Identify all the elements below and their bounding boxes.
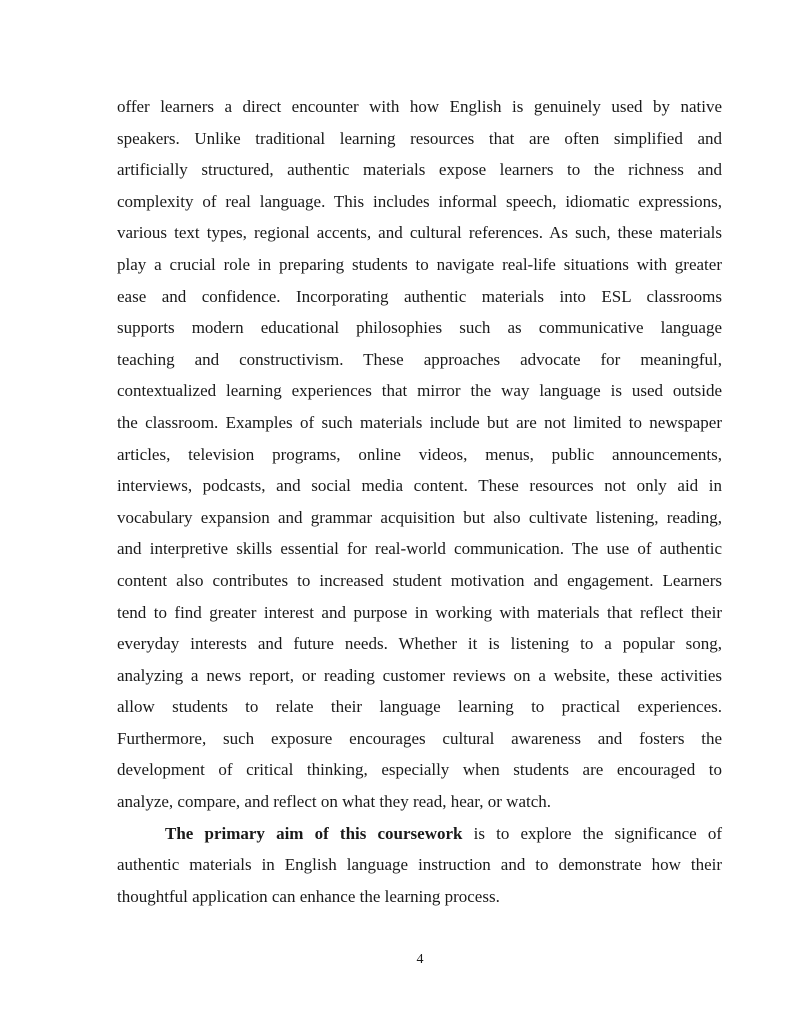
paragraph-line: offer learners a direct encounter with how English is genuinely used by native: [117, 97, 722, 116]
paragraph-line: analyze, compare, and reflect on what they read, hear, or watch.: [117, 792, 552, 812]
paragraph-line: development of critical thinking, especially when students are encouraged to: [117, 760, 722, 780]
lead-line-rest: is to explore the significance of: [462, 823, 722, 843]
paragraph-line: Furthermore, such exposure encourages cultural awareness and fosters the: [117, 728, 722, 748]
paragraph-line: content also contributes to increased student motivation and engagement. Learners: [117, 570, 722, 590]
paragraph-2: [117, 818, 722, 913]
paragraph-line: everyday interests and future needs. Whether it is listening to a popular song,: [117, 634, 722, 654]
paragraph-line: the classroom. Examples of such materials include but are not limited to newspaper: [117, 412, 722, 432]
paragraph-1: [117, 91, 722, 818]
paragraph-line: artificially structured, authentic materials expose learners to the richness and: [117, 160, 722, 180]
paragraph-line: allow students to relate their language learning to practical experiences.: [117, 697, 722, 717]
paragraph-line: thoughtful application can enhance the learning process.: [117, 886, 500, 906]
paragraph-line: contextualized learning experiences that mirror the way language is used outside: [117, 381, 722, 401]
paragraph-line: ease and confidence. Incorporating authentic materials into ESL classrooms: [117, 286, 722, 306]
paragraph-line: complexity of real language. This includes informal speech, idiomatic expressions,: [117, 191, 722, 211]
paragraph-line: authentic materials in English language instruction and to demonstrate how their: [117, 855, 722, 875]
paragraph-line: articles, television programs, online videos, menus, public announcements,: [117, 444, 722, 464]
paragraph-line: vocabulary expansion and grammar acquisition but also cultivate listening, reading,: [117, 507, 722, 527]
body-text: [117, 91, 722, 912]
bold-lead-phrase: The primary aim of this coursework: [165, 823, 463, 843]
paragraph-line: play a crucial role in preparing students to navigate real-life situations with greater: [117, 254, 722, 274]
page-number: 4: [416, 952, 424, 967]
paragraph-line: teaching and constructivism. These approaches advocate for meaningful,: [117, 349, 722, 369]
paragraph-line: and interpretive skills essential for real-world communication. The use of authentic: [117, 539, 722, 559]
paragraph-line: speakers. Unlike traditional learning resources that are often simplified and: [117, 128, 722, 148]
paragraph-line: interviews, podcasts, and social media content. These resources not only aid in: [117, 476, 722, 496]
paragraph-line: analyzing a news report, or reading customer reviews on a website, these activities: [117, 665, 722, 685]
paragraph-line: supports modern educational philosophies such as communicative language: [117, 318, 722, 338]
paragraph-line: various text types, regional accents, and cultural references. As such, these materials: [117, 223, 722, 243]
paragraph-line: [117, 818, 722, 850]
paragraph-line: tend to find greater interest and purpose in working with materials that reflect their: [117, 602, 722, 622]
